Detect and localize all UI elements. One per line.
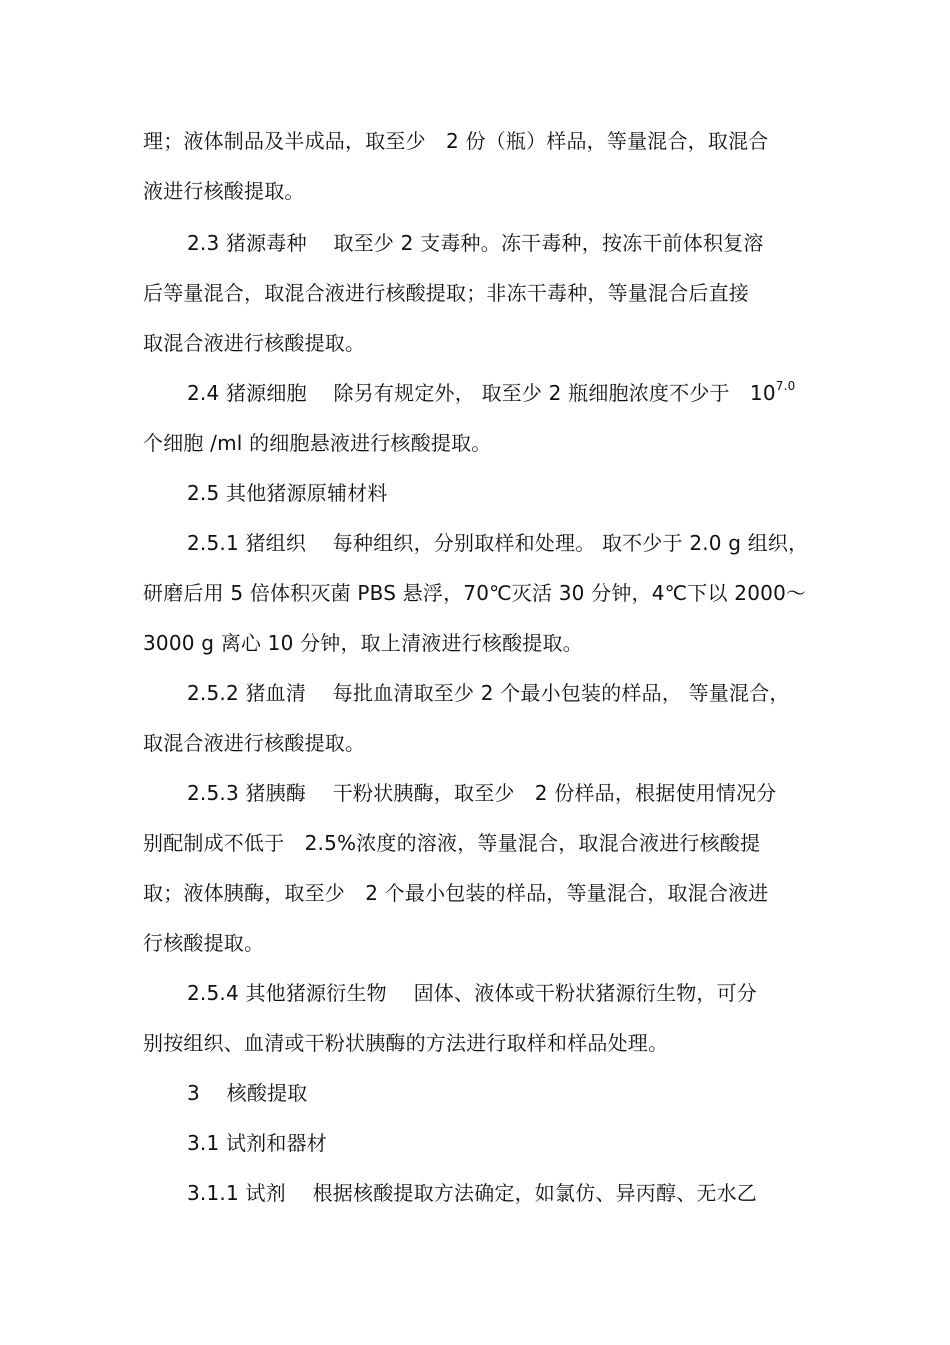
section-2-4-text: 2.4 猪源细胞 除另有规定外， 取至少 2 瓶细胞浓度不少于 10 [187, 381, 776, 405]
section-2-5-2-line: 2.5.2 猪血清 每批血清取至少 2 个最小包装的样品， 等量混合， [187, 681, 790, 705]
text-line: 取混合液进行核酸提取。 [143, 331, 366, 355]
text-line: 个细胞 /ml 的细胞悬液进行核酸提取。 [143, 431, 492, 455]
text-line: 3000 g 离心 10 分钟，取上清液进行核酸提取。 [143, 631, 583, 655]
section-2-5-4-line: 2.5.4 其他猪源衍生物 固体、液体或干粉状猪源衍生物，可分 [187, 981, 758, 1005]
text-line: 行核酸提取。 [143, 931, 265, 955]
text-line: 取混合液进行核酸提取。 [143, 731, 366, 755]
text-line: 研磨后用 5 倍体积灭菌 PBS 悬浮，70℃灭活 30 分钟，4℃下以 2000～ [143, 581, 807, 605]
text-line: 液进行核酸提取。 [143, 179, 305, 203]
exponent-superscript: 7.0 [775, 379, 796, 393]
text-line: 取；液体胰酶，取至少 2 个最小包装的样品，等量混合，取混合液进 [143, 881, 769, 905]
section-2-5-1-line: 2.5.1 猪组织 每种组织，分别取样和处理。 取不少于 2.0 g 组织， [187, 531, 809, 555]
section-2-5-heading: 2.5 其他猪源原辅材料 [187, 481, 388, 505]
section-3-1-1-line: 3.1.1 试剂 根据核酸提取方法确定，如氯仿、异丙醇、无水乙 [187, 1181, 758, 1205]
text-line: 别按组织、血清或干粉状胰酶的方法进行取样和样品处理。 [143, 1031, 669, 1055]
section-3-1-heading: 3.1 试剂和器材 [187, 1131, 327, 1155]
text-line: 后等量混合，取混合液进行核酸提取；非冻干毒种，等量混合后直接 [143, 281, 749, 305]
text-line: 别配制成不低于 2.5%浓度的溶液，等量混合，取混合液进行核酸提 [143, 831, 761, 855]
section-3-heading: 3 核酸提取 [187, 1081, 308, 1105]
section-2-5-3-line: 2.5.3 猪胰酶 干粉状胰酶，取至少 2 份样品，根据使用情况分 [187, 781, 777, 805]
text-line: 理；液体制品及半成品，取至少 2 份（瓶）样品，等量混合，取混合 [143, 129, 769, 153]
section-2-4-line [187, 380, 795, 409]
section-2-3-line: 2.3 猪源毒种 取至少 2 支毒种。冻干毒种，按冻干前体积复溶 [187, 231, 764, 255]
